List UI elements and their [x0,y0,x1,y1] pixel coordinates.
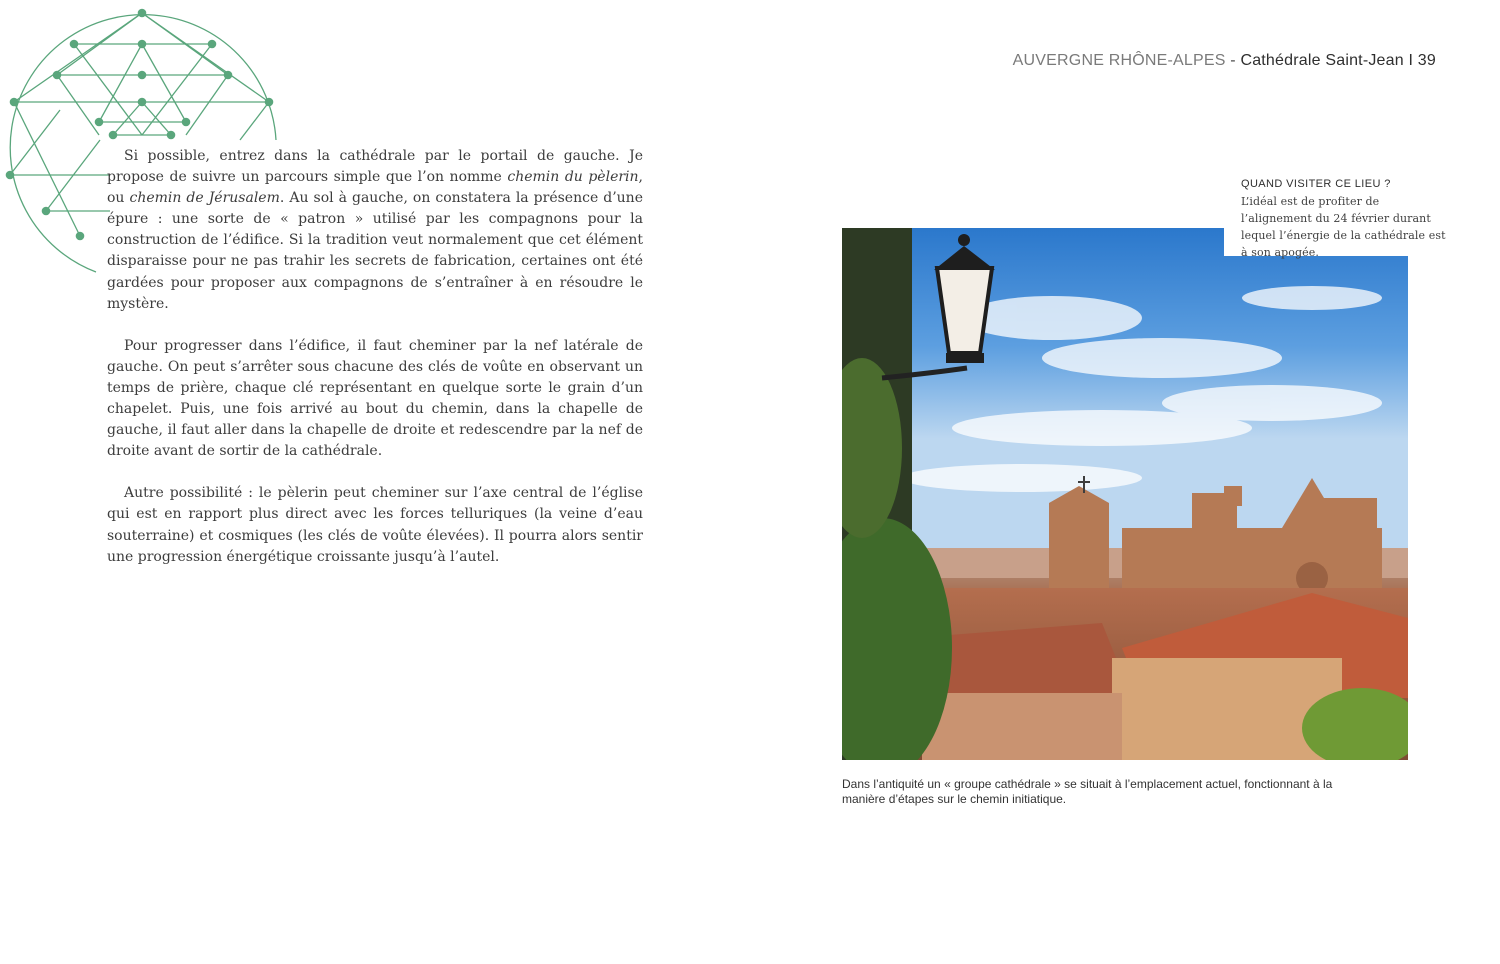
paragraph-1 [107,146,643,315]
paragraph-2: Pour progresser dans l’édifice, il faut cheminer par la nef latérale de gauche. On peut s’arrêter sous chacune des clés de voûte en observant un temps de prière, chaque clé représentant en quelque sorte le grain d’un chapelet. Puis, une fois arrivé au bout du chemin, dans la chapelle de gauche, il faut aller dans la chapelle de droite et redescendre par la nef de droite avant de sortir de la cathédrale. [107,337,643,460]
emphasis-chemin-du-pelerin: chemin du pèlerin [507,169,639,186]
header-place: Cathédrale Saint-Jean [1240,52,1404,69]
paragraph-1-part-c: . Au sol à gauche, on constatera la présence d’une épure : une sorte de « patron » utilisé par les compagnons pour la construction de l’édifice. Si la tradition veut normalement que cet élément disparaisse pour ne pas trahir les secrets de fabrication, certaines ont été gardées pour proposer aux compagnons de s’entraîner à en résoudre le mystère. [107,190,643,312]
info-box [1224,168,1458,259]
paragraph-1-part-b: , ou [107,169,643,207]
emphasis-chemin-de-jerusalem: chemin de Jérusalem [129,190,280,207]
info-box-text: L’idéal est de profiter de l’alignement du 24 février durant lequel l’énergie de la cathédrale est à son apogée. [1241,195,1446,259]
page-number: 39 [1417,52,1436,69]
paragraph-1-part-a: Si possible, entrez dans la cathédrale par le portail de gauche. Je propose de suivre un parcours simple que l’on nomme [107,148,643,186]
info-box-title: QUAND VISITER CE LIEU ? [1241,178,1391,190]
photo-caption: Dans l’antiquité un « groupe cathédrale » se situait à l’emplacement actuel, fonctionnant à la manière d’étapes sur le chemin initiatique. [842,777,1333,806]
header-region: AUVERGNE RHÔNE-ALPES [1012,52,1226,69]
header-page-separator: I [1403,52,1418,69]
paragraph-3: Autre possibilité : le pèlerin peut cheminer sur l’axe central de l’église qui est en rapport plus direct avec les forces telluriques (la veine d’eau souterraine) et cosmiques (les clés de voûte élevées). Il pourra alors sentir une progression énergétique croissante jusqu’à l’autel. [107,485,643,565]
cathedral-photo [842,228,1408,760]
body-text [107,146,643,589]
running-header [1013,52,1436,70]
header-separator: - [1225,52,1241,69]
